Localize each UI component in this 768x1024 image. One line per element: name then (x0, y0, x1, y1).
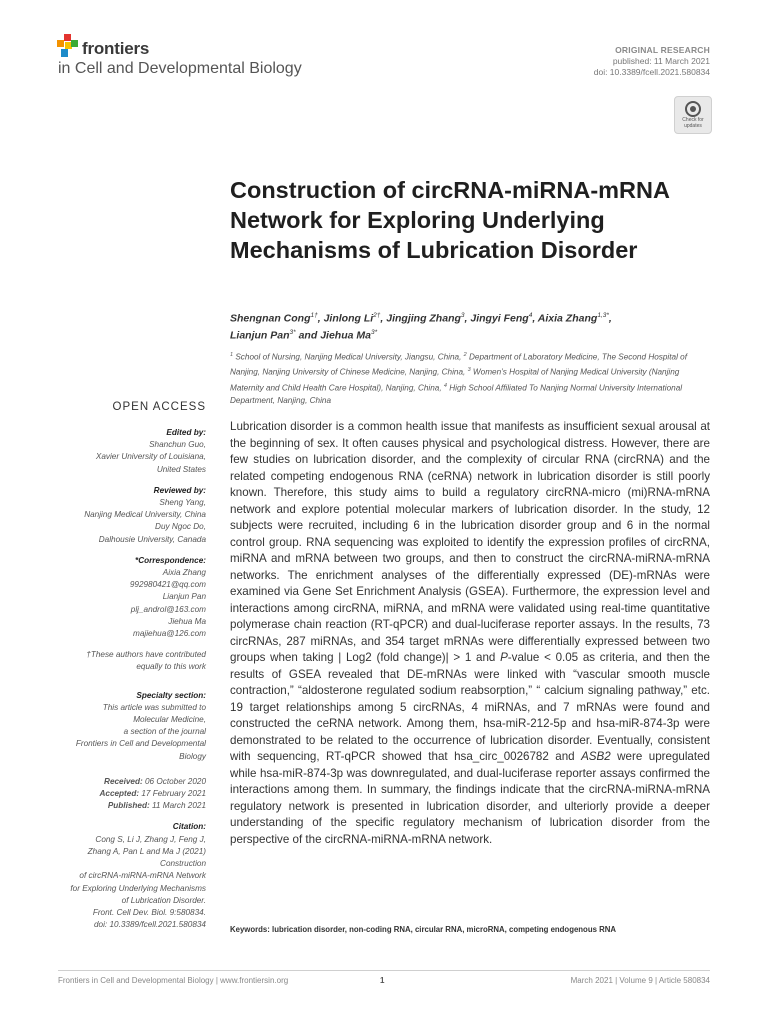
dates-section (40, 776, 206, 813)
sidebar-line: Jiehua Ma (168, 616, 206, 626)
sidebar-line: Sheng Yang, (159, 498, 206, 508)
doi[interactable]: doi: 10.3389/fcell.2021.580834 (593, 67, 710, 77)
author-sup: 1† (310, 312, 318, 319)
affiliations (230, 349, 710, 408)
email-link[interactable]: majiehua@126.com (133, 629, 206, 639)
author-name[interactable]: Lianjun Pan (230, 329, 290, 342)
affil-sup: 2 (463, 352, 467, 358)
reviewed-by-section (40, 485, 206, 546)
sidebar-line: Nanjing Medical University, China (84, 510, 206, 520)
author-name[interactable]: Jingyi Feng (470, 312, 529, 325)
affil-sup: 1 (230, 352, 234, 358)
author-and: and (298, 329, 318, 342)
email-link[interactable]: 992980421@qq.com (129, 580, 206, 590)
accepted-date: 17 February 2021 (141, 789, 206, 799)
abstract-italic: ASB2 (581, 750, 611, 763)
author-sup: 2† (373, 312, 381, 319)
footer-divider (58, 970, 710, 971)
published-date: 11 March 2021 (151, 801, 206, 811)
sidebar-line: Molecular Medicine, (133, 715, 206, 725)
author-sup: 4 (528, 312, 533, 319)
sidebar-line: †These authors have contributed (86, 650, 206, 660)
sidebar-line: equally to this work (136, 662, 206, 672)
affiliation-text: High School Affiliated To Nanjing Normal University International Department, Nanjing, China (230, 383, 683, 405)
author-name[interactable]: Jingjing Zhang (386, 312, 461, 325)
author-name[interactable]: Jiehua Ma (320, 329, 371, 342)
sidebar-line: Dalhousie University, Canada (98, 534, 206, 544)
check-updates-icon (685, 101, 701, 117)
sidebar-line: Biology (179, 751, 206, 761)
sidebar-line: a section of the journal (123, 727, 206, 737)
sidebar-line: Shanchun Guo, (149, 440, 206, 450)
correspondence-section (40, 555, 206, 640)
accepted-label: Accepted: (99, 789, 140, 799)
citation-doi[interactable]: doi: 10.3389/fcell.2021.580834 (94, 920, 206, 930)
section-heading: Citation: (172, 822, 206, 832)
sidebar-line: of circRNA-miRNA-mRNA Network (79, 871, 206, 881)
author-sup: 3* (370, 329, 378, 336)
author-sup: 1,3* (597, 312, 609, 319)
abstract-italic: P (500, 651, 508, 664)
check-for-updates-button[interactable] (674, 96, 712, 134)
author-name[interactable]: Aixia Zhang (537, 312, 598, 325)
published-label: Published: (107, 801, 150, 811)
author-sup: 3* (289, 329, 296, 336)
affil-sup: 3 (467, 367, 471, 374)
sidebar-line: Duy Ngoc Do, (155, 522, 206, 532)
abstract-text: were upregulated while hsa-miR-874-3p was downregulated, and dual-luciferase reporter assays confirmed the interactions among them. In summary, the findings indicate that the circRNA-miRNA-mRNA regulatory network is presented in lubrication disorder, and ulteriorly provide a deeper understanding of the specific regulatory mechanism of lubrication disorder from the perspective of the circRNA-miRNA-mRNA network. (230, 750, 711, 846)
sidebar-line: Xavier University of Louisiana, (95, 452, 206, 462)
page-number: 1 (380, 976, 385, 985)
sidebar-line: of Lubrication Disorder. (121, 895, 206, 905)
section-heading: Edited by: (166, 428, 206, 437)
section-heading: *Correspondence: (135, 555, 206, 565)
badge-line-2: updates (684, 122, 702, 129)
author-list: Shengnan Cong$^{1\dagger}$, Jinlong $Li^{2\dagger}$, Jingjing Zhang$^3$, Jingyi Feng$^4$, Aixia Zhang$^{1,3*}$, Lianjun Pan$^{3*}$ and Jiehua $Ma^{3*}$ (230, 312, 612, 342)
abstract (230, 419, 710, 848)
article-type: ORIGINAL RESEARCH (615, 45, 710, 55)
footer-issue-info: March 2021 | Volume 9 | Article 580834 (570, 976, 710, 985)
received-label: Received: (104, 776, 143, 786)
sidebar-line: Aixia Zhang (162, 568, 206, 578)
sidebar-line: Lianjun Pan (162, 592, 206, 602)
section-heading: Reviewed by: (153, 485, 206, 495)
sidebar-line: United States (156, 464, 206, 474)
author-sup: 3 (460, 312, 465, 319)
affiliation-text: School of Nursing, Nanjing Medical University, Jiangsu, China, (235, 352, 462, 362)
published-date: published: 11 March 2021 (612, 56, 710, 66)
citation-section (40, 821, 206, 931)
sidebar-line: Zhang A, Pan L and Ma J (2021) (87, 846, 206, 856)
keywords: Keywords: lubrication disorder, non-coding RNA, circular RNA, microRNA, competing endogenous RNA (230, 925, 616, 934)
author-name[interactable]: Jinlong Li (323, 312, 374, 325)
sidebar-line: Cong S, Li J, Zhang J, Feng J, (95, 834, 206, 844)
affil-sup: 4 (443, 382, 447, 389)
sidebar-line: This article was submitted to (102, 702, 206, 712)
brand-name: frontiers (82, 39, 150, 58)
abstract-text: Lubrication disorder is a common health issue that manifests as insufficient sexual arousal at the beginning of sex. It often causes physical and psychological distress. However, there are few studies on lubrication disorder, and the complexity of circular RNA (circRNA) and the related competing endogenous RNA (ceRNA) network in lubrication disorder is still poorly known. Therefore, this study aims to build a regulatory circRNA-micro (mi)RNA-mRNA network and explore potential molecular markers of lubrication disorder. In the study, 12 subjects were recruited, including 6 in the lubrication disorder group and 6 in the normal control group. RNA sequencing was exploited to identify the expression profiles of circRNA, miRNA and mRNA between two groups, and then to construct the circRNA-miRNA-mRNA networks. The enrichment analyses of the differentially expressed (DE)-mRNAs were examined via Gene Set Enrichment Analysis (GSEA). Furthermore, the expression level and interactions among circRNA, miRNA, and mRNA were validated using real-time quantitative polymerase chain reaction (RT-qPCR) and dual-luciferase reporter assays. In the results, 73 circRNAs, 287 miRNAs, and 354 target mRNAs were differentially expressed between two groups when taking | Log2 (fold change)| > 1 and (230, 420, 710, 664)
sidebar-line: Construction (160, 859, 206, 869)
sidebar (40, 400, 206, 940)
sidebar-line: Front. Cell Dev. Biol. 9:580834. (92, 907, 206, 917)
received-date: 06 October 2020 (145, 776, 206, 786)
article-meta (594, 45, 710, 78)
edited-by-section (40, 427, 206, 476)
footer-journal-link[interactable]: Frontiers in Cell and Developmental Biology | www.frontiersin.org (58, 976, 289, 985)
affiliation-text: Department of Laboratory Medicine, The Second Hospital of Nanjing, Nanjing University of Chinese Medicine, Nanjing, China, (230, 352, 687, 378)
frontiers-logo-icon (57, 34, 79, 58)
section-heading: Specialty section: (136, 690, 206, 700)
open-access-label: OPEN ACCESS (112, 401, 206, 413)
specialty-section (40, 690, 206, 763)
equal-contribution-note (40, 649, 206, 673)
badge-text (682, 118, 703, 129)
journal-name: in Cell and Developmental Biology (58, 60, 302, 77)
abstract-text: -value < 0.05 as criteria, and then the results of GSEA revealed that DE-mRNAs were linked with “vascular smooth muscle contraction,” “aldosterone regulated sodium reabsorption,” “ calcium signaling pathway,” etc. 19 target relationships among 5 circRNAs, 4 miRNAs, and 7 mRNAs were found and constructed the ceRNA network. Among them, hsa-miR-212-5p and hsa-miR-874-3p were demonstrated to be related to the occurrence of lubrication disorder. Eventually, consistent with sequencing, RT-qPCR showed that hsa_circ_0026782 and (230, 651, 710, 763)
sidebar-line: for Exploring Underlying Mechanisms (70, 883, 206, 893)
email-link[interactable]: plj_androl@163.com (130, 604, 206, 614)
sidebar-line: Frontiers in Cell and Developmental (75, 739, 206, 749)
badge-line-1: Check for (682, 117, 704, 123)
article-title: Construction of circRNA-miRNA-mRNA Network for Exploring Underlying Mechanisms of Lubrication Disorder (230, 177, 670, 263)
affiliation-text: Women’s Hospital of Nanjing Medical University (Nanjing Maternity and Child Health Care Hospital), Nanjing, China, (230, 368, 680, 393)
author-name[interactable]: Shengnan Cong (230, 312, 311, 325)
